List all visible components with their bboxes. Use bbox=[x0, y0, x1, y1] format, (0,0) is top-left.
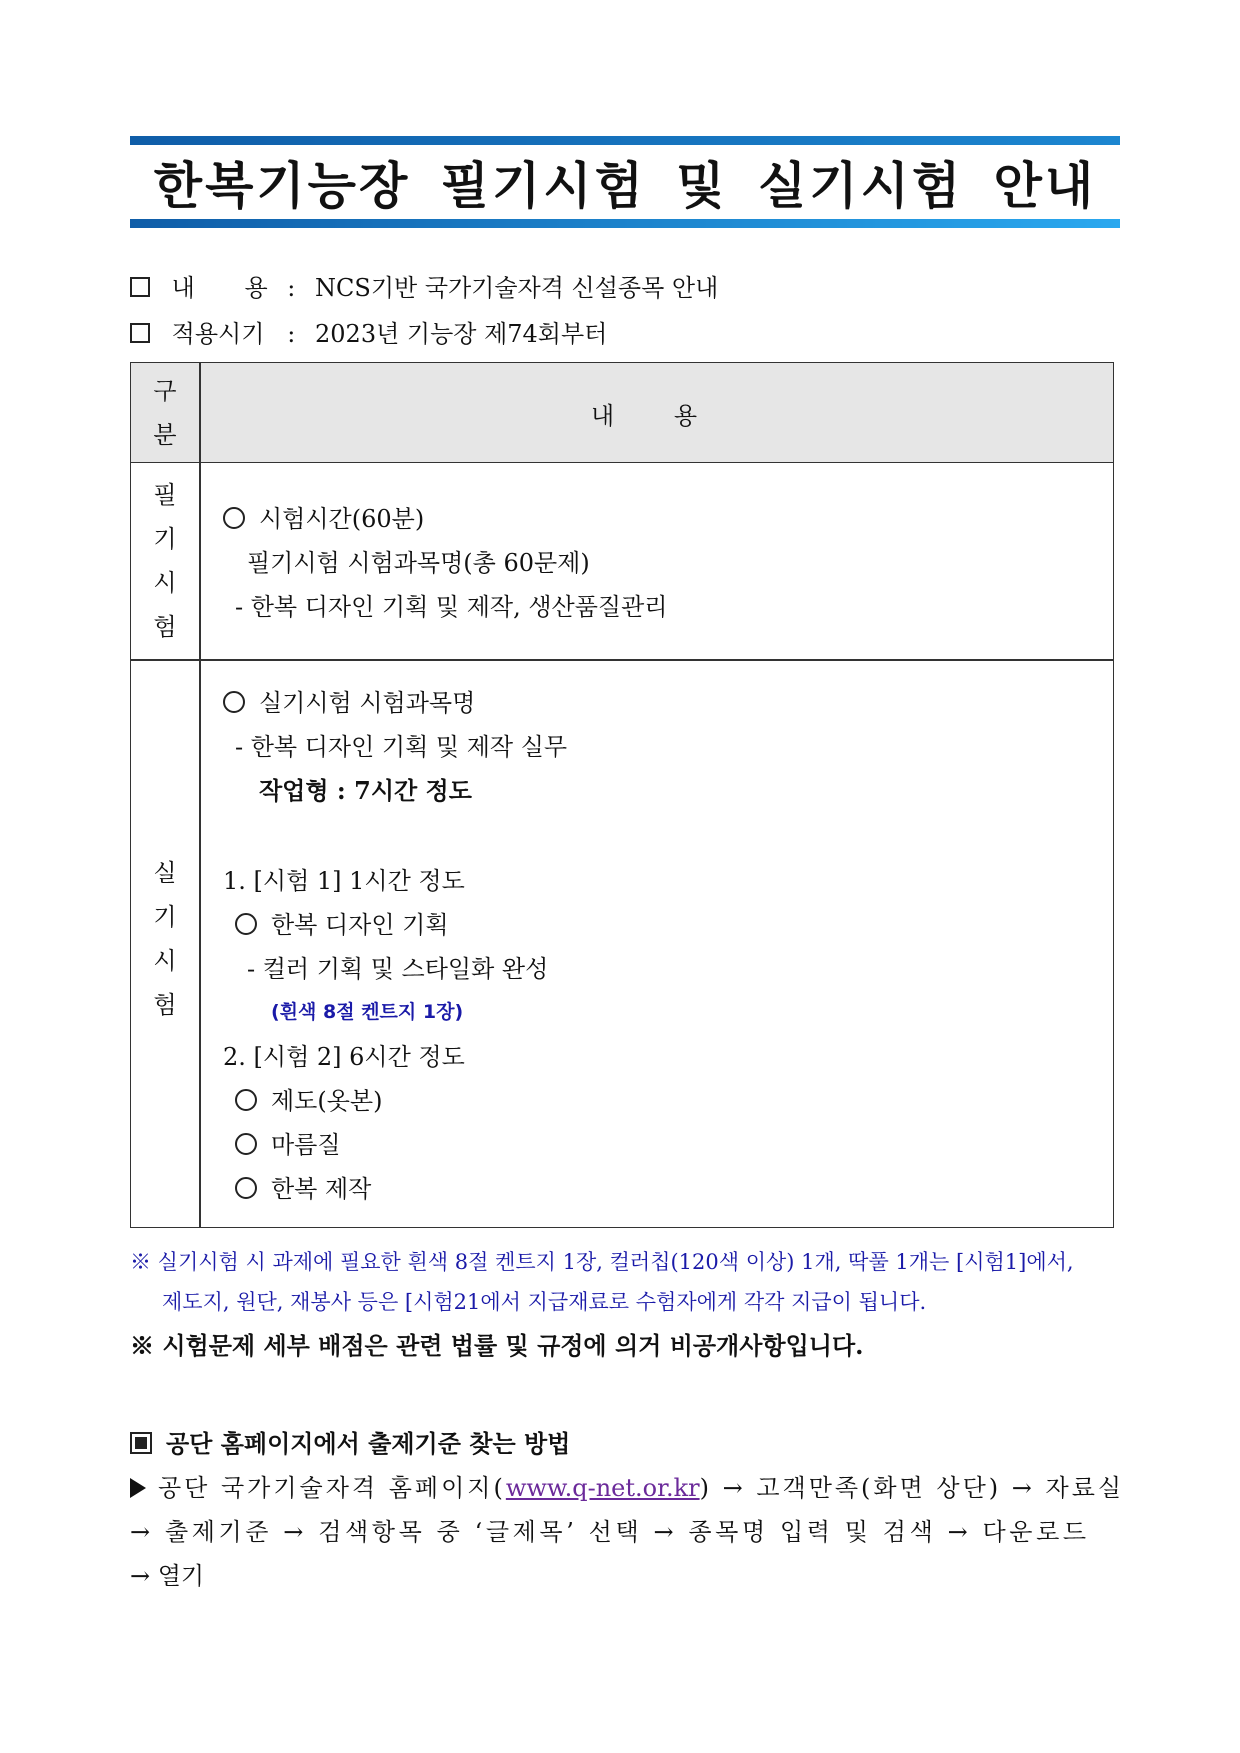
circle-icon bbox=[223, 691, 245, 713]
circle-icon bbox=[235, 1133, 257, 1155]
info-period-line bbox=[130, 314, 607, 349]
page-title: 한복기능장 필기시험 및 실기시험 안내 bbox=[153, 157, 1097, 215]
header-category bbox=[131, 363, 199, 463]
practical-line-6: - 컬러 기획 및 스타일화 완성 bbox=[247, 955, 549, 983]
note-2: ※ 시험문제 세부 배점은 관련 법률 및 규정에 의거 비공개사항입니다. bbox=[130, 1331, 864, 1360]
practical-label-char: 험 bbox=[153, 991, 177, 1019]
practical-text: 제도(옷본) bbox=[271, 1087, 383, 1115]
content-label: 내 용 bbox=[171, 274, 268, 302]
practical-line-4: 1. [시험 1] 1시간 정도 bbox=[223, 867, 465, 895]
howto-line-3: → 열기 bbox=[130, 1562, 205, 1590]
howto-line-1 bbox=[130, 1468, 1125, 1503]
title-banner bbox=[130, 136, 1120, 228]
title-bar-top bbox=[130, 136, 1120, 145]
practical-line-5 bbox=[235, 905, 449, 940]
howto-line-1-pre: 공단 국가기술자격 홈페이지( bbox=[158, 1474, 506, 1502]
practical-line-1 bbox=[223, 683, 475, 718]
triangle-bullet-icon bbox=[130, 1478, 146, 1498]
written-label-char: 험 bbox=[153, 613, 177, 641]
written-label-char: 필 bbox=[153, 481, 177, 509]
practical-line-10 bbox=[235, 1125, 341, 1160]
written-line-1 bbox=[223, 499, 424, 534]
content-value: NCS기반 국가기술자격 신설종목 안내 bbox=[315, 274, 719, 302]
circle-icon bbox=[235, 913, 257, 935]
separator: : bbox=[287, 274, 296, 302]
practical-line-2: - 한복 디자인 기획 및 제작 실무 bbox=[235, 733, 568, 761]
note-1-line-2: 제도지, 원단, 재봉사 등은 [시험21에서 지급재료로 수험자에게 각각 지급이 됩니다. bbox=[162, 1290, 927, 1314]
table-divider-horizontal bbox=[131, 659, 1113, 661]
practical-label-char: 기 bbox=[153, 903, 177, 931]
checkbox-icon bbox=[130, 277, 150, 297]
circle-icon bbox=[223, 507, 245, 529]
practical-line-8: 2. [시험 2] 6시간 정도 bbox=[223, 1043, 465, 1071]
howto-title-text: 공단 홈페이지에서 출제기준 찾는 방법 bbox=[166, 1429, 571, 1458]
checkbox-icon bbox=[130, 323, 150, 343]
practical-line-11 bbox=[235, 1169, 371, 1204]
practical-label bbox=[131, 851, 199, 1027]
practical-text: 한복 디자인 기획 bbox=[271, 911, 449, 939]
howto-title bbox=[130, 1424, 570, 1459]
filled-square-icon bbox=[130, 1432, 152, 1454]
written-label-char: 시 bbox=[153, 569, 177, 597]
written-line-2: 필기시험 시험과목명(총 60문제) bbox=[247, 549, 590, 577]
period-value: 2023년 기능장 제74회부터 bbox=[315, 320, 608, 348]
header-content bbox=[201, 363, 1113, 463]
qnet-link[interactable]: www.q-net.or.kr bbox=[505, 1474, 700, 1502]
header-category-2: 분 bbox=[153, 421, 177, 449]
practical-text: 한복 제작 bbox=[271, 1175, 372, 1203]
practical-line-9 bbox=[235, 1081, 382, 1116]
howto-line-1-post: ) → 고객만족(화면 상단) → 자료실 bbox=[699, 1474, 1125, 1502]
practical-line-7: (흰색 8절 켄트지 1장) bbox=[271, 1001, 464, 1023]
note-1-line-1: ※ 실기시험 시 과제에 필요한 흰색 8절 켄트지 1장, 컬러칩(120색 이상) 1개, 딱풀 1개는 [시험1]에서, bbox=[130, 1250, 1074, 1274]
practical-label-char: 시 bbox=[153, 947, 177, 975]
header-category-1: 구 bbox=[153, 377, 177, 405]
written-label-char: 기 bbox=[153, 525, 177, 553]
practical-label-char: 실 bbox=[153, 859, 177, 887]
howto-line-2: → 출제기준 → 검색항목 중 ‘글제목’ 선택 → 종목명 입력 및 검색 → 다운로드 bbox=[130, 1518, 1090, 1546]
period-label: 적용시기 bbox=[171, 320, 265, 348]
written-line-3: - 한복 디자인 기획 및 제작, 생산품질관리 bbox=[235, 593, 668, 621]
exam-table bbox=[130, 362, 1114, 1228]
written-text: 시험시간(60분) bbox=[259, 505, 425, 533]
title-bar-bottom bbox=[130, 219, 1120, 228]
written-label bbox=[131, 463, 199, 659]
table-divider-vertical bbox=[199, 363, 201, 1227]
practical-text: 마름질 bbox=[271, 1131, 341, 1159]
separator: : bbox=[287, 320, 296, 348]
header-content-label: 내 용 bbox=[591, 401, 723, 430]
circle-icon bbox=[235, 1177, 257, 1199]
practical-text: 실기시험 시험과목명 bbox=[259, 689, 476, 717]
circle-icon bbox=[235, 1089, 257, 1111]
info-content-line bbox=[130, 268, 718, 303]
practical-line-3: 작업형 : 7시간 정도 bbox=[259, 776, 472, 805]
